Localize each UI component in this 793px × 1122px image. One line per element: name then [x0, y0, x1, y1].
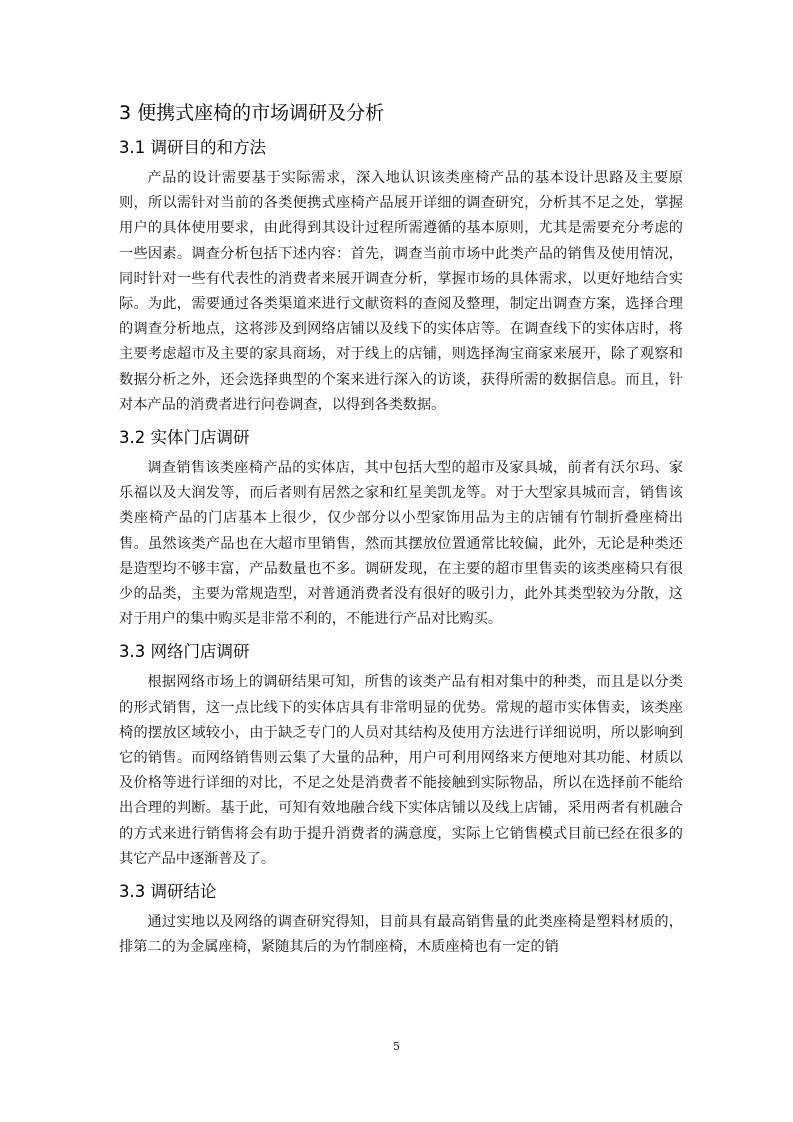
section-heading-objectives: 3.1 调研目的和方法 — [119, 138, 266, 157]
page-content — [119, 98, 683, 960]
section-paragraph-objectives: 产品的设计需要基于实际需求，深入地认识该类座椅产品的基本设计思路及主要原则，所以需针对当前的各类便携式座椅产品展开详细的调查研究，分析其不足之处，掌握用户的具体使用要求，由此得到其设计过程所需遵循的基本原则，尤其是需要充分考虑的一些因素。调查分析包括下述内容：首先，调查当前市场中此类产品的销售及使用情况，同时针对一些有代表性的消费者来展开调查分析，掌握市场的具体需求，以更好地结合实际。为此，需要通过各类渠道来进行文献资料的查阅及整理，制定出调查方案，选择合理的调查分析地点，这将涉及到网络店铺以及线下的实体店等。在调查线下的实体店时，将主要考虑超市及主要的家具商场，对于线上的店铺，则选择淘宝商家来展开，除了观察和数据分析之外，还会选择典型的个案来进行深入的访谈，获得所需的数据信息。而且，针对本产品的消费者进行问卷调查，以得到各类数据。 — [119, 170, 683, 413]
section-heading-conclusion: 3.3 调研结论 — [119, 882, 217, 902]
chapter-title: 3 便携式座椅的市场调研及分析 — [119, 102, 385, 124]
section-paragraph-conclusion: 通过实地以及网络的调查研究得知，目前具有最高销售量的此类座椅是塑料材质的，排第二的为金属座椅，紧随其后的为竹制座椅，木质座椅也有一定的销 — [119, 914, 683, 956]
page-number: 5 — [393, 1040, 400, 1053]
section-heading-online-stores: 3.3 网络门店调研 — [119, 642, 250, 662]
section-paragraph-online-stores: 根据网络市场上的调研结果可知，所售的该类产品有相对集中的种类，而且是以分类的形式销售，这一点比线下的实体店具有非常明显的优势。常规的超市实体售卖，该类座椅的摆放区域较小，由于缺乏专门的人员对其结构及使用方法进行详细说明，所以影响到它的销售。而网络销售则云集了大量的品种，用户可利用网络来方便地对其功能、材质以及价格等进行详细的对比，不足之处是消费者不能接触到实际物品，所以在选择前不能给出合理的判断。基于此，可知有效地融合线下实体店铺以及线上店铺，采用两者有机融合的方式来进行销售将会有助于提升消费者的满意度，实际上它销售模式目前已经在很多的其它产品中逐渐普及了。 — [119, 674, 683, 867]
section-paragraph-physical-stores: 调查销售该类座椅产品的实体店，其中包括大型的超市及家具城，前者有沃尔玛、家乐福以及大润发等，而后者则有居然之家和红星美凯龙等。对于大型家具城而言，销售该类座椅产品的门店基本上很少，仅少部分以小型家饰用品为主的店铺有竹制折叠座椅出售。虽然该类产品也在大超市里销售，然而其摆放位置通常比较偏，此外，无论是种类还是造型均不够丰富，产品数量也不多。调研发现，在主要的超市里售卖的该类座椅只有很少的品类，主要为常规造型，对普通消费者没有很好的吸引力，此外其类型较为分散，这对于用户的集中购买是非常不利的，不能进行产品对比购买。 — [119, 460, 683, 628]
section-heading-physical-stores: 3.2 实体门店调研 — [119, 428, 250, 448]
